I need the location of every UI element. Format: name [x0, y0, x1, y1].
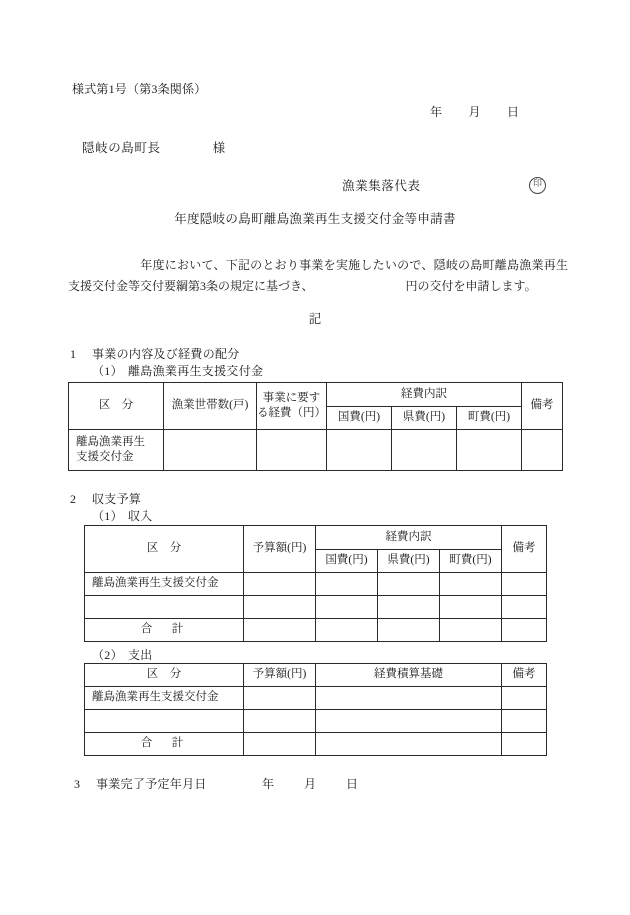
header-expense-breakdown: 経費内訳 [327, 383, 522, 407]
cell-budget-input[interactable] [244, 596, 316, 619]
table-row [85, 710, 547, 733]
completion-month-label: 月 [304, 777, 317, 791]
completion-day-label: 日 [346, 777, 359, 791]
cell-prefecture-expense-input[interactable] [392, 430, 457, 471]
cell-town-expense-input[interactable] [440, 596, 502, 619]
cell-total-budget-input[interactable] [244, 733, 316, 756]
form-number: 様式第1号（第3条関係） [72, 82, 207, 96]
section-2-number: 2 [70, 492, 77, 506]
date-year-label: 年 [430, 105, 443, 119]
cell-budget-input[interactable] [244, 710, 316, 733]
expenditure-table [84, 663, 547, 756]
row-label-grant [69, 430, 164, 471]
seal-stamp-icon: 印 [529, 177, 546, 194]
section-2-heading [70, 490, 141, 508]
section-1-heading [70, 345, 240, 363]
header-kubun: 区 分 [69, 383, 164, 430]
section-2-title: 収支予算 [92, 492, 142, 506]
table-total-row [85, 619, 547, 642]
cell-required-expense-input[interactable] [257, 430, 327, 471]
header-expense-breakdown: 経費内訳 [316, 526, 502, 550]
header-remarks: 備考 [502, 664, 547, 687]
cell-remarks-input[interactable] [502, 687, 547, 710]
cell-remarks-input[interactable] [502, 573, 547, 596]
table-header-row [85, 526, 547, 550]
cell-prefecture-expense-input[interactable] [378, 596, 440, 619]
section-2-subsection-2-heading [70, 646, 153, 664]
header-budget-amount: 予算額(円) [244, 526, 316, 573]
section-1-subsection-1-title: 離島漁業再生支援交付金 [128, 364, 264, 378]
addressee-honorific: 様 [212, 141, 226, 155]
cell-total-town-input[interactable] [440, 619, 502, 642]
table-row [85, 596, 547, 619]
income-table [84, 525, 547, 642]
section-2-subsection-1-title: 収入 [128, 509, 153, 523]
cell-budget-input[interactable] [244, 687, 316, 710]
header-remarks: 備考 [502, 526, 547, 573]
cell-calculation-basis-input[interactable] [316, 687, 502, 710]
header-budget-amount: 予算額(円) [244, 664, 316, 687]
section-2-subsection-2-number: （2） [92, 648, 123, 662]
cell-total-remarks-input[interactable] [502, 619, 547, 642]
section-3-title: 事業完了予定年月日 [96, 777, 207, 791]
cell-town-expense-input[interactable] [457, 430, 522, 471]
header-national-expense: 国費(円) [316, 550, 378, 573]
table-header-row [69, 383, 563, 407]
header-prefecture-expense: 県費(円) [378, 550, 440, 573]
section-1-subsection-1-heading [70, 362, 263, 380]
section-3-heading [74, 775, 207, 793]
date-line [430, 103, 520, 121]
row-label-blank[interactable] [85, 710, 244, 733]
cell-prefecture-expense-input[interactable] [378, 573, 440, 596]
date-month-label: 月 [468, 105, 482, 119]
row-label-blank[interactable] [85, 596, 244, 619]
header-calculation-basis: 経費積算基礎 [316, 664, 502, 687]
row-label-total: 合 計 [85, 733, 244, 756]
cell-households-input[interactable] [164, 430, 257, 471]
row-label-grant-line2: 支援交付金 [76, 451, 134, 463]
section-1-subsection-1-number: （1） [92, 364, 123, 378]
section-1-number: 1 [70, 347, 77, 361]
header-required-expense-line1: 事業に要す [262, 391, 321, 404]
cell-national-expense-input[interactable] [316, 596, 378, 619]
completion-year-label: 年 [262, 777, 275, 791]
header-required-expense-line2: る経費（円） [257, 407, 326, 419]
header-national-expense: 国費(円) [327, 407, 392, 430]
section-1-title: 事業の内容及び経費の配分 [92, 347, 240, 361]
row-label-grant: 離島漁業再生支援交付金 [85, 573, 244, 596]
cell-remarks-input[interactable] [502, 596, 547, 619]
table-row [69, 430, 563, 471]
header-kubun: 区 分 [85, 664, 244, 687]
table-total-row [85, 733, 547, 756]
cell-national-expense-input[interactable] [327, 430, 392, 471]
cell-national-expense-input[interactable] [316, 573, 378, 596]
table-header-row [85, 664, 547, 687]
section-3-number: 3 [74, 777, 81, 791]
table-row [85, 687, 547, 710]
cell-remarks-input[interactable] [522, 430, 563, 471]
cell-remarks-input[interactable] [502, 710, 547, 733]
row-label-grant-line1: 離島漁業再生 [76, 435, 145, 448]
header-required-expense [257, 383, 327, 430]
header-households: 漁業世帯数(戸) [164, 383, 257, 430]
cell-total-prefecture-input[interactable] [378, 619, 440, 642]
page-title: 年度隠岐の島町離島漁業再生支援交付金等申請書 [174, 212, 456, 226]
cell-town-expense-input[interactable] [440, 573, 502, 596]
section-3-date-line [262, 775, 358, 793]
section-2-subsection-1-heading [70, 507, 153, 525]
cell-budget-input[interactable] [244, 573, 316, 596]
date-day-label: 日 [507, 105, 520, 119]
row-label-grant: 離島漁業再生支援交付金 [85, 687, 244, 710]
section-2-subsection-1-number: （1） [92, 509, 123, 523]
cell-total-budget-input[interactable] [244, 619, 316, 642]
body-paragraph-part2: 円の交付を申請します。 [405, 278, 537, 293]
addressee-line [82, 139, 225, 158]
cell-total-national-input[interactable] [316, 619, 378, 642]
row-label-total: 合 計 [85, 619, 244, 642]
header-prefecture-expense: 県費(円) [392, 407, 457, 430]
representative-label: 漁業集落代表 [342, 179, 421, 193]
body-paragraph [68, 255, 568, 296]
table-row [85, 573, 547, 596]
cell-total-remarks-input[interactable] [502, 733, 547, 756]
cell-total-calculation-basis-input[interactable] [316, 733, 502, 756]
business-expense-table [68, 382, 563, 471]
body-paragraph-part1: 年度において、下記のとおり事業を実施したいので、隠岐の島町離島漁業再生支援交付金等交付要綱第3条の規定に基づき、 [68, 258, 568, 293]
cell-calculation-basis-input[interactable] [316, 710, 502, 733]
section-2-subsection-2-title: 支出 [128, 648, 153, 662]
ki-marker: 記 [308, 312, 322, 326]
header-remarks: 備考 [522, 383, 563, 430]
header-town-expense: 町費(円) [457, 407, 522, 430]
header-kubun: 区 分 [85, 526, 244, 573]
addressee-name: 隠岐の島町長 [82, 141, 161, 155]
header-town-expense: 町費(円) [440, 550, 502, 573]
